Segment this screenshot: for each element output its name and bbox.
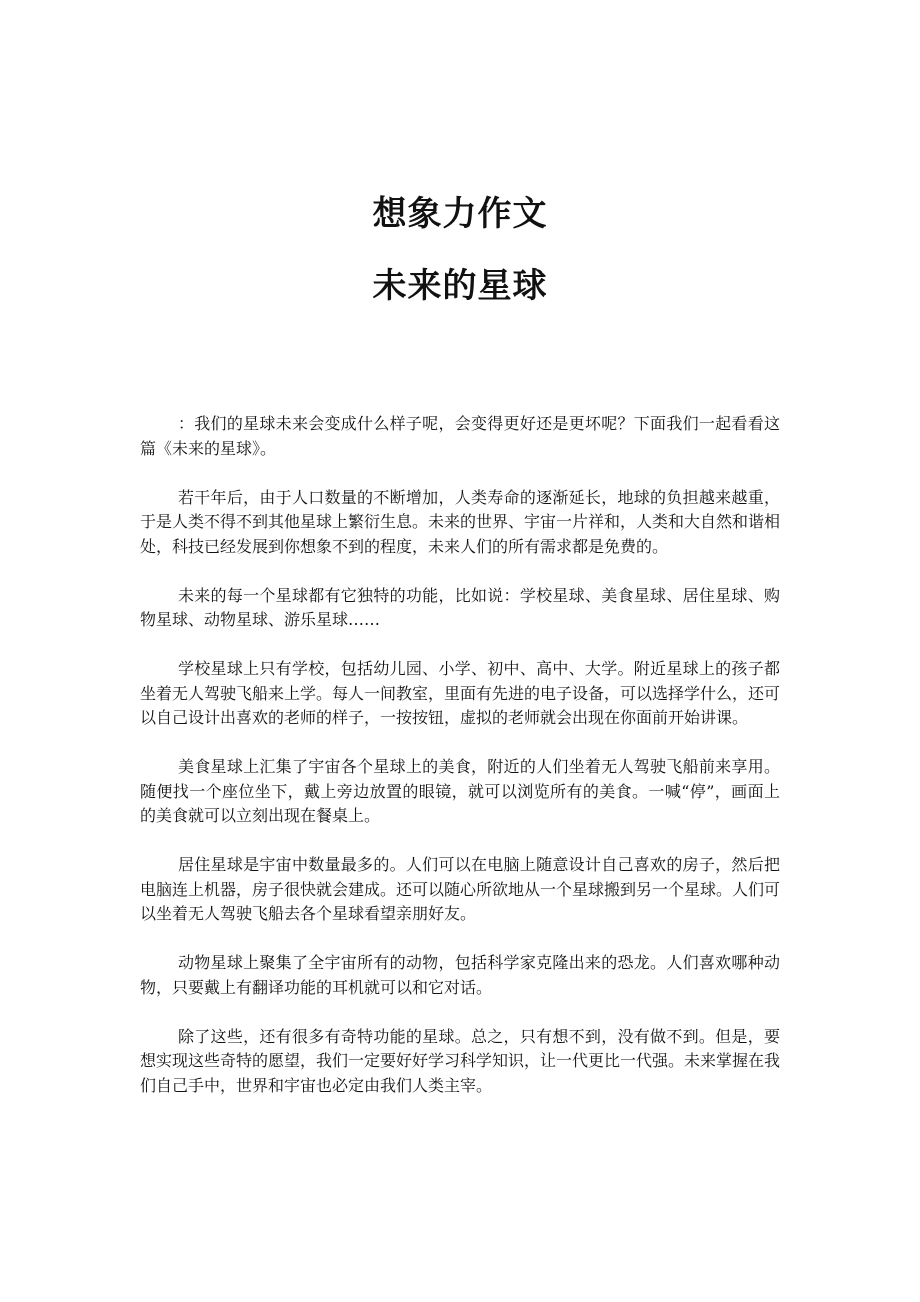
paragraph-food-planet: 美食星球上汇集了宇宙各个星球上的美食，附近的人们坐着无人驾驶飞船前来享用。随便找一个座位坐下，戴上旁边放置的眼镜，就可以浏览所有的美食。一喊“停”，画面上的美食就可以立刻出现在餐桌上。 — [140, 757, 780, 825]
document-title: 想象力作文 — [372, 194, 548, 234]
paragraph-intro: ：我们的星球未来会变成什么样子呢，会变得更好还是更坏呢？下面我们一起看看这篇《未来的星球》。 — [140, 414, 780, 458]
paragraph-planet-types: 未来的每一个星球都有它独特的功能，比如说：学校星球、美食星球、居住星球、购物星球、动物星球、游乐星球…… — [140, 585, 780, 629]
paragraph-animal-planet: 动物星球上聚集了全宇宙所有的动物，包括科学家克隆出来的恐龙。人们喜欢哪种动物，只要戴上有翻译功能的耳机就可以和它对话。 — [140, 953, 780, 997]
paragraph-conclusion: 除了这些，还有很多有奇特功能的星球。总之，只有想不到，没有做不到。但是，要想实现这些奇特的愿望，我们一定要好好学习科学知识，让一代更比一代强。未来掌握在我们自己手中，世界和宇宙也必定由我们人类主宰。 — [140, 1026, 781, 1095]
paragraph-residence-planet: 居住星球是宇宙中数量最多的。人们可以在电脑上随意设计自己喜欢的房子，然后把电脑连上机器，房子很快就会建成。还可以随心所欲地从一个星球搬到另一个星球。人们可以坐着无人驾驶飞船去各个星球看望亲朋好友。 — [140, 855, 781, 923]
title-block — [0, 178, 920, 322]
article-body — [140, 412, 780, 1123]
paragraph-school-planet: 学校星球上只有学校，包括幼儿园、小学、初中、高中、大学。附近星球上的孩子都坐着无人驾驶飞船来上学。每人一间教室，里面有先进的电子设备，可以选择学什么，还可以自己设计出喜欢的老师的样子，一按按钮，虚拟的老师就会出现在你面前开始讲课。 — [140, 659, 781, 727]
document-subtitle: 未来的星球 — [372, 266, 548, 306]
paragraph-future-world: 若干年后，由于人口数量的不断增加，人类寿命的逐渐延长，地球的负担越来越重，于是人类不得不到其他星球上繁衍生息。未来的世界、宇宙一片祥和，人类和大自然和谐相处，科技已经发展到你想象不到的程度，未来人们的所有需求都是免费的。 — [140, 487, 781, 556]
